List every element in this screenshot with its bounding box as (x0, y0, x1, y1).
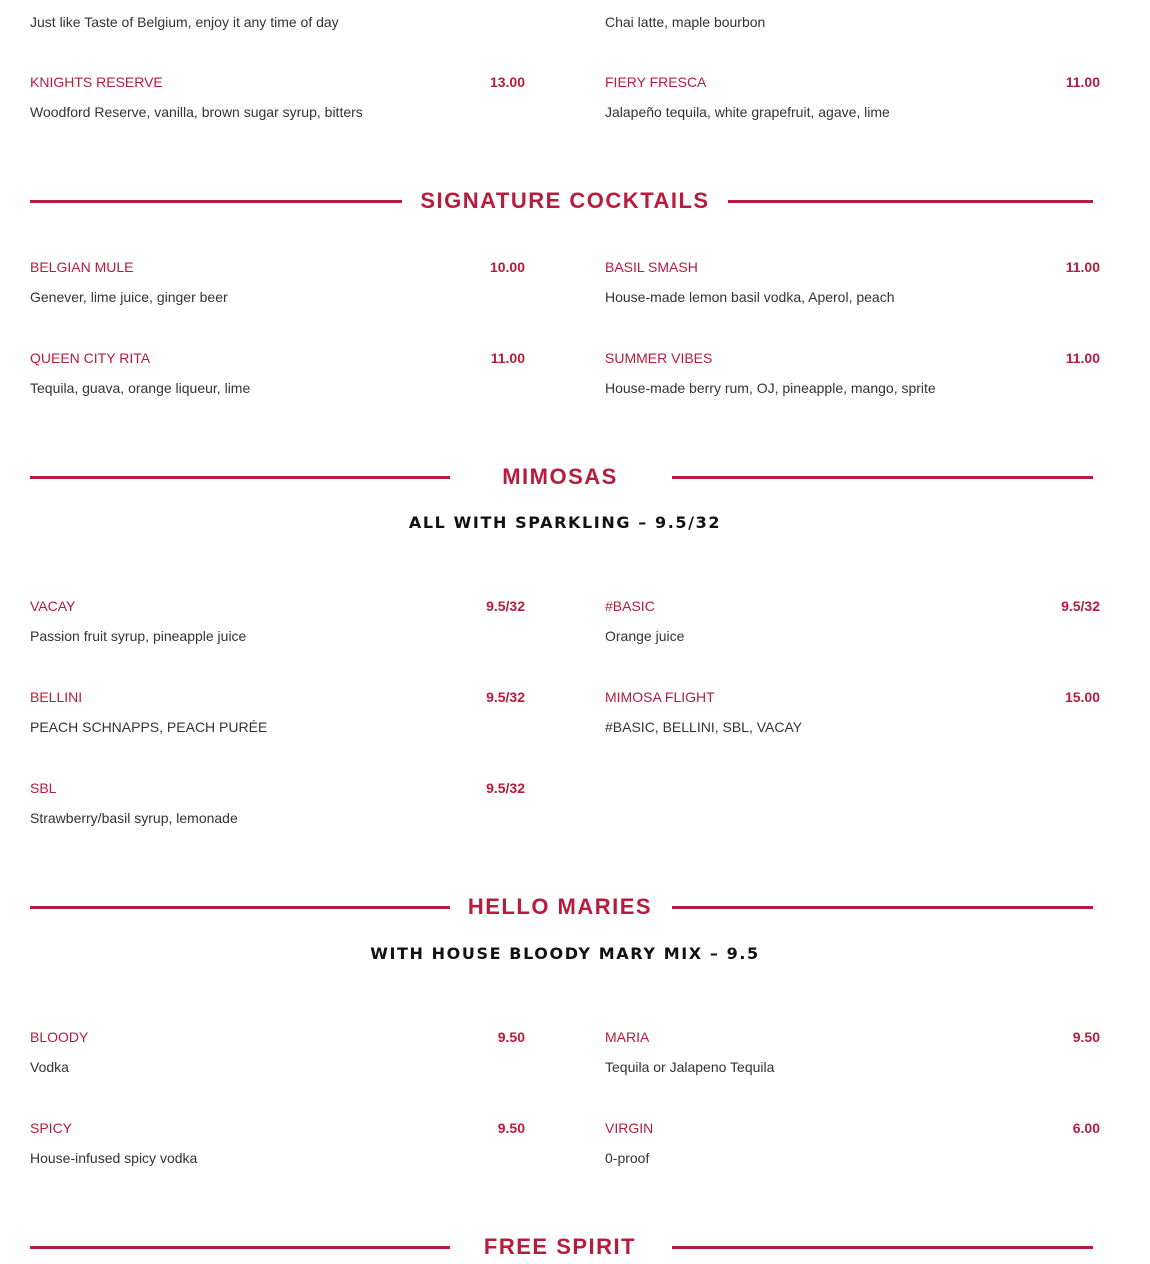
item-name: MIMOSA FLIGHT (605, 689, 715, 705)
item-price: 15.00 (1064, 689, 1100, 705)
item-price: 9.5/32 (486, 598, 525, 614)
item-description: Genever, lime juice, ginger beer (30, 289, 228, 305)
item-price: 11.00 (490, 350, 525, 366)
section-subtitle: ALL WITH SPARKLING – 9.5/32 (408, 513, 722, 532)
item-name: BELGIAN MULE (30, 259, 134, 275)
item-description: Passion fruit syrup, pineapple juice (30, 628, 247, 644)
item-price: 9.50 (497, 1120, 525, 1136)
item-name: SBL (30, 780, 57, 796)
item-name: BASIL SMASH (605, 259, 698, 275)
item-description: House-made berry rum, OJ, pineapple, mango, sprite (605, 380, 936, 396)
section-title: HELLO MARIES (467, 894, 653, 919)
item-price: 9.5/32 (486, 780, 525, 796)
item-description: #BASIC, BELLINI, SBL, VACAY (605, 719, 803, 735)
item-description: House-infused spicy vodka (30, 1150, 198, 1166)
item-name: KNIGHTS RESERVE (30, 74, 163, 90)
section-header-signature-cocktails (0, 186, 1150, 216)
item-description: Jalapeño tequila, white grapefruit, agave, lime (605, 104, 890, 120)
item-name: BELLINI (30, 689, 83, 705)
item-description: House-made lemon basil vodka, Aperol, peach (605, 289, 895, 305)
item-name: VACAY (30, 598, 76, 614)
item-price: 9.50 (497, 1029, 525, 1045)
item-description: 0-proof (605, 1150, 650, 1166)
item-name: BLOODY (30, 1029, 89, 1045)
item-price: 6.00 (1072, 1120, 1100, 1136)
section-header-free-spirit (0, 1232, 1150, 1262)
item-name: SUMMER VIBES (605, 350, 713, 366)
item-description: Orange juice (605, 628, 685, 644)
item-name: QUEEN CITY RITA (30, 350, 151, 366)
section-header-mimosas (0, 462, 1150, 492)
item-name: SPICY (30, 1120, 73, 1136)
item-description: Chai latte, maple bourbon (605, 14, 766, 30)
section-header-hello-maries (0, 892, 1150, 922)
item-name: #BASIC (605, 598, 655, 614)
item-name: FIERY FRESCA (605, 74, 707, 90)
item-price: 11.00 (1065, 74, 1100, 90)
item-price: 11.00 (1065, 259, 1100, 275)
item-description: Tequila, guava, orange liqueur, lime (30, 380, 251, 396)
item-description: Tequila or Jalapeno Tequila (605, 1059, 775, 1075)
item-description: Vodka (30, 1059, 69, 1075)
item-price: 13.00 (489, 74, 525, 90)
item-price: 9.5/32 (486, 689, 525, 705)
section-title: FREE SPIRIT (483, 1234, 637, 1259)
section-subtitle: WITH HOUSE BLOODY MARY MIX – 9.5 (370, 944, 760, 963)
item-description: PEACH SCHNAPPS, PEACH PURÉE (30, 719, 268, 735)
item-price: 10.00 (489, 259, 525, 275)
item-name: VIRGIN (605, 1120, 654, 1136)
item-price: 9.5/32 (1061, 598, 1100, 614)
section-title: SIGNATURE COCKTAILS (420, 188, 710, 213)
item-price: 11.00 (1065, 350, 1100, 366)
item-name: MARIA (605, 1029, 650, 1045)
item-description: Just like Taste of Belgium, enjoy it any time of day (30, 14, 339, 30)
item-description: Strawberry/basil syrup, lemonade (30, 810, 238, 826)
item-price: 9.50 (1072, 1029, 1100, 1045)
section-title: MIMOSAS (502, 464, 618, 489)
item-description: Woodford Reserve, vanilla, brown sugar syrup, bitters (30, 104, 363, 120)
